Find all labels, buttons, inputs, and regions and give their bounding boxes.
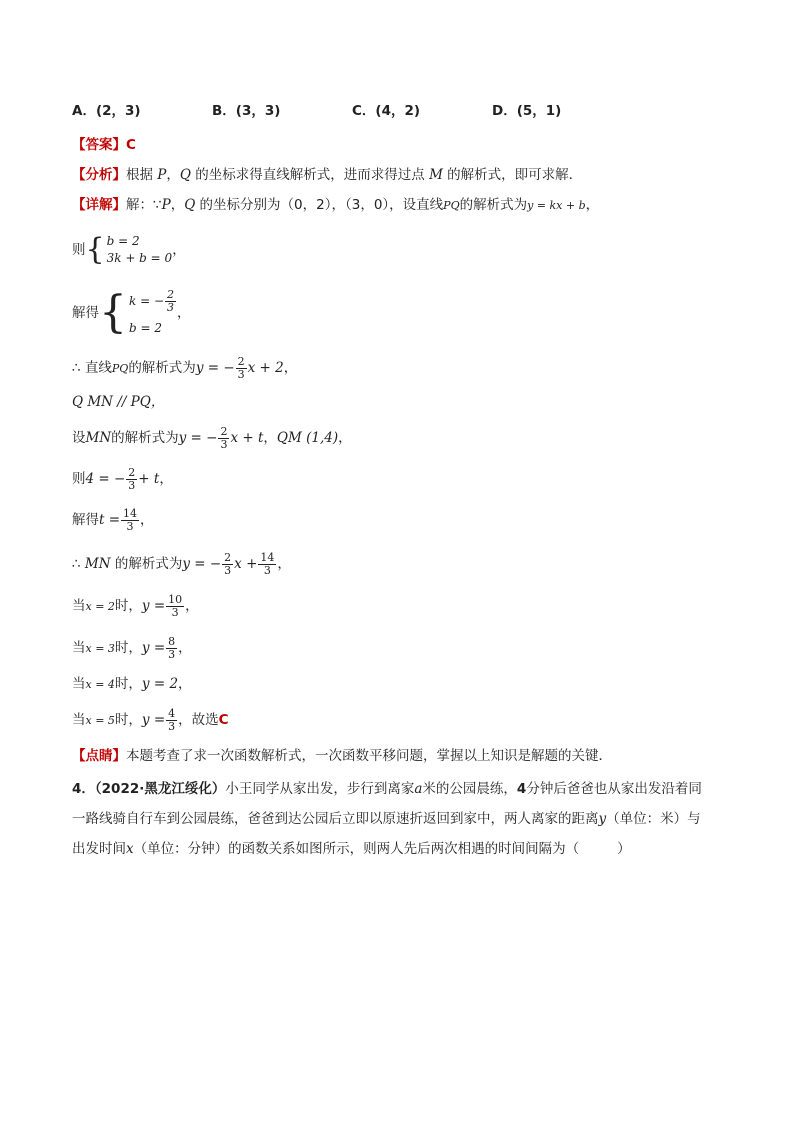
question-number: 4． (72, 781, 95, 797)
comment-line (72, 746, 612, 766)
comment-tag: 【点睛】 (72, 748, 126, 764)
var-pq: PQ (443, 199, 460, 212)
option-c: C．(4，2) (352, 103, 421, 119)
punctuation: ， (178, 640, 192, 656)
punctuation: ， (159, 471, 173, 487)
fraction-denominator: 3 (126, 519, 134, 533)
case-x2 (72, 593, 199, 620)
var-q: Q (184, 197, 196, 213)
detail-text: 当 (72, 712, 86, 728)
parallel-statement: Q MN // PQ， (72, 394, 165, 410)
question-text: ） (617, 841, 631, 857)
detail-text: 当 (72, 598, 86, 614)
question-source: （2022·黑龙江绥化） (94, 781, 226, 797)
fraction-numerator: 14 (260, 550, 275, 564)
fraction-numerator: 4 (168, 706, 176, 720)
question-text: 分钟后爸爸也从家出发沿着同 (526, 781, 702, 797)
var-y: y (598, 811, 607, 827)
analysis-text: 的坐标求得直线解析式，进而求得过点 (190, 167, 430, 183)
separator: ， (170, 197, 185, 213)
equation: x = 5 (85, 714, 115, 727)
punctuation: ， (172, 242, 186, 258)
equation: x = 3 (85, 642, 115, 655)
detail-tag: 【详解】 (72, 197, 126, 213)
point-m: QM (1,4) (276, 430, 339, 446)
punctuation: ， (283, 360, 298, 376)
equation: x + 2 (247, 360, 284, 376)
detail-text: 的解析式为 (128, 360, 196, 376)
equation: t = (99, 512, 121, 528)
detail-text: ∴ (72, 556, 85, 572)
equation: y = (141, 712, 166, 728)
question-text: 出发时间 (72, 841, 126, 857)
equation: 4 = − (85, 471, 126, 487)
fraction-numerator: 10 (168, 592, 183, 606)
fraction-denominator: 3 (220, 437, 228, 451)
punctuation: ， (140, 512, 154, 528)
brace-icon: { (85, 232, 105, 267)
punctuation: ， (178, 676, 192, 692)
fraction-numerator: 14 (123, 506, 138, 520)
solve-label: 解得 (72, 512, 99, 528)
fraction-denominator: 3 (168, 647, 176, 661)
fraction-denominator: 3 (224, 563, 232, 577)
var-q: Q (179, 167, 191, 183)
var-x: x (126, 841, 134, 857)
var-m: M (429, 167, 443, 183)
fraction-numerator: 2 (220, 424, 228, 438)
detail-text: ，故选 (178, 712, 219, 728)
detail-text: 时， (114, 712, 142, 728)
equation: y = − (195, 360, 235, 376)
option-d: D．(5，1) (492, 103, 562, 119)
question-text: 一路线骑自行车到公园晨练，爸爸到达公园后立即以原速折返回到家中，两人离家的距离 (72, 811, 599, 827)
analysis-tag: 【分析】 (72, 167, 126, 183)
final-choice: C (218, 712, 229, 728)
question-text: 小王同学从家出发，步行到离家 (225, 781, 415, 797)
case-x4 (72, 674, 192, 695)
question-text: （单位：米）与 (606, 811, 701, 827)
punctuation: ， (185, 598, 199, 614)
equation: y = kx + b (527, 199, 586, 212)
comment-text: 本题考查了求一次函数解析式，一次函数平移问题，掌握以上知识是解题的关键． (126, 748, 612, 764)
detail-text: 设 (72, 430, 86, 446)
then-label: 则 (72, 242, 86, 258)
solve-label: 解得 (72, 305, 99, 321)
fraction-denominator: 3 (263, 563, 271, 577)
detail-intro (72, 195, 599, 216)
detail-text: ， (585, 197, 600, 213)
brace-icon: { (99, 287, 127, 338)
fraction-numerator: 2 (167, 288, 175, 301)
fraction-denominator: 3 (168, 719, 176, 733)
question-number-4: 4 (516, 781, 527, 797)
fraction-denominator: 3 (128, 478, 136, 492)
question-text: 米的公园晨练， (422, 781, 517, 797)
answer-tag: 【答案】 (72, 137, 126, 153)
case-x5 (72, 707, 229, 734)
detail-text: 当 (72, 640, 86, 656)
equation: x = 4 (85, 678, 115, 691)
punctuation: ， (277, 556, 291, 572)
detail-text: 当 (72, 676, 86, 692)
equation: x = 2 (85, 600, 115, 613)
equation: y = (141, 640, 166, 656)
fraction-denominator: 3 (237, 367, 245, 381)
analysis-text: 的解析式，即可求解． (442, 167, 583, 183)
fraction-denominator: 3 (167, 301, 175, 314)
system-2-line (72, 288, 191, 338)
line-pq-result (72, 355, 297, 382)
fraction-denominator: 3 (171, 605, 179, 619)
answer-line (72, 135, 136, 155)
detail-text: 的解析式为 (459, 197, 528, 213)
equation: y = (141, 598, 166, 614)
option-b: B．(3，3) (212, 103, 281, 119)
punctuation: ， (177, 305, 191, 321)
set-mn-line (72, 425, 352, 451)
detail-text: ∴ 直线 (72, 360, 112, 376)
detail-text: 时， (114, 598, 142, 614)
equation-system-2 (99, 289, 177, 337)
var-mn: MN (85, 430, 112, 446)
answer-value: C (126, 137, 136, 153)
equation: + t (138, 471, 160, 487)
fraction-numerator: 2 (128, 465, 136, 479)
detail-text: 的解析式为 (111, 430, 179, 446)
detail-text: 时， (114, 640, 142, 656)
equation-system-1 (86, 233, 173, 267)
var-p: P (157, 167, 167, 183)
substitute-line (72, 466, 173, 492)
system-eq: b = 2 (129, 321, 162, 335)
var-a: a (414, 781, 423, 797)
detail-text: 解：∵ (126, 197, 162, 213)
var-pq: PQ (111, 362, 129, 375)
equation: x + (234, 556, 258, 572)
solve-t-line (72, 507, 154, 533)
system-eq: b = 2 (106, 234, 140, 248)
system-eq: 3k + b = 0 (106, 251, 173, 265)
system-eq: k = − (129, 294, 165, 308)
equation: x + t (230, 430, 264, 446)
answer-options (72, 101, 561, 121)
analysis-line (72, 165, 582, 185)
var-p: P (161, 197, 171, 213)
var-mn: MN (84, 556, 111, 572)
fraction-numerator: 8 (168, 634, 176, 648)
punctuation: ， (263, 430, 277, 446)
case-x3 (72, 635, 192, 662)
detail-text: 时， (114, 676, 142, 692)
system-1-line (72, 230, 186, 270)
mn-result-line (72, 551, 291, 577)
option-a: A．(2，3) (72, 103, 141, 119)
equation: y = − (182, 556, 222, 572)
analysis-text: 根据 (126, 167, 158, 183)
detail-text: 的解析式为 (110, 556, 183, 572)
question-4 (72, 774, 724, 864)
fraction-numerator: 2 (224, 550, 232, 564)
question-text: （单位：分钟）的函数关系如图所示，则两人先后两次相遇的时间间隔为（ (133, 841, 580, 857)
detail-text: 的坐标分别为（0，2），（3，0），设直线 (195, 197, 444, 213)
separator: ， (166, 167, 180, 183)
equation: y = 2 (141, 676, 179, 692)
then-label: 则 (72, 471, 86, 487)
punctuation: ， (338, 430, 352, 446)
equation: y = − (178, 430, 218, 446)
fraction-numerator: 2 (237, 354, 245, 368)
